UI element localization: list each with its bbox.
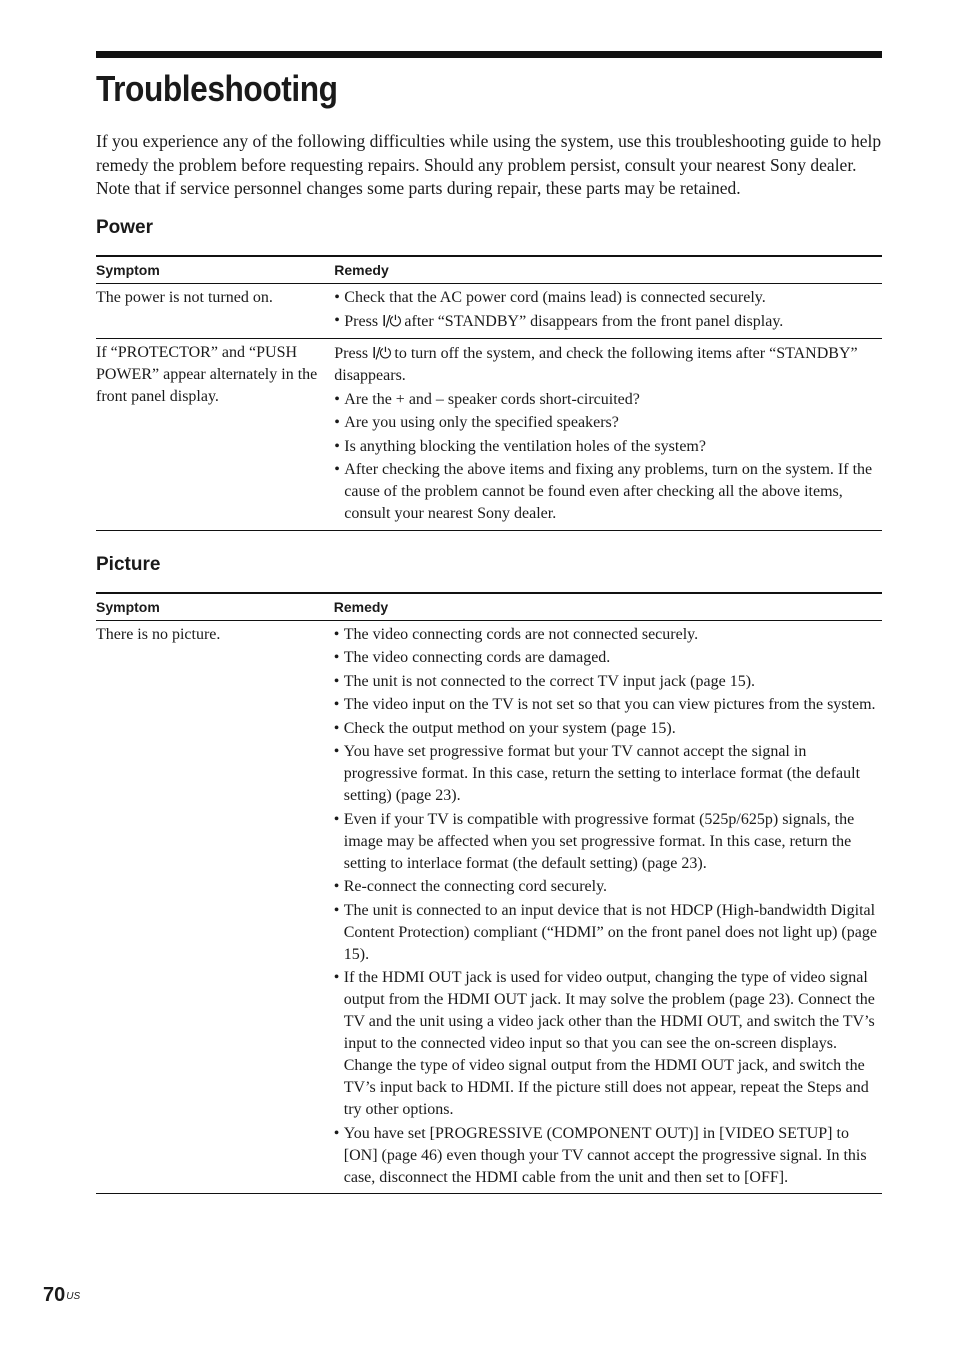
page-title: Troubleshooting: [96, 68, 338, 109]
picture-table: [96, 592, 882, 1195]
symptom-cell: There is no picture.: [96, 620, 334, 1194]
symptom-cell: If “PROTECTOR” and “PUSH POWER” appear alternately in the front panel display.: [96, 338, 334, 530]
page-number-region: US: [66, 1291, 81, 1302]
list-item: • Check that the AC power cord (mains lead) is connected securely.: [334, 287, 882, 309]
table-header-row: [96, 593, 882, 621]
list-item: • Are the + and – speaker cords short-circuited?: [334, 389, 882, 411]
power-table: [96, 255, 882, 531]
column-header-symptom: Symptom: [96, 593, 334, 621]
list-item-text: Press: [344, 313, 383, 330]
symptom-cell: The power is not turned on.: [96, 283, 334, 338]
remedy-list: [334, 389, 882, 526]
list-item: • Is anything blocking the ventilation holes of the system?: [334, 436, 882, 458]
list-item: • Re-connect the connecting cord securely.: [334, 876, 882, 898]
intro-paragraph-2: Note that if service personnel changes some parts during repair, these parts may be retained.: [96, 178, 741, 198]
page-number-value: 70: [43, 1284, 66, 1306]
remedy-cell: [334, 283, 882, 338]
list-item: • Check the output method on your system (page 15).: [334, 718, 882, 740]
remedy-cell: [334, 620, 882, 1194]
list-item: • Are you using only the specified speakers?: [334, 412, 882, 434]
column-header-symptom: Symptom: [96, 256, 334, 284]
table-header-row: [96, 256, 882, 284]
title-rule: [96, 51, 882, 58]
list-item: • You have set progressive format but your TV cannot accept the signal in progressive format. In this case, return the setting to interlace format (the default setting) (page 23).: [334, 741, 882, 807]
list-item: • You have set [PROGRESSIVE (COMPONENT OUT)] in [VIDEO SETUP] to [ON] (page 46) even though your TV cannot accept the progressive signal. In this case, disconnect the HDMI cable from the unit and then set to [OFF].: [334, 1123, 882, 1189]
list-item: • If the HDMI OUT jack is used for video output, changing the type of video signal output from the HDMI OUT jack. It may solve the problem (page 23). Connect the TV and the unit using a video jack other than the HDMI OUT, and switch the TV’s input to the connected video input so that you can see the on-screen displays. Change the type of video signal output from the HDMI OUT jack, and switch the TV’s input back to HDMI. If the picture still does not appear, repeat the Steps and try other options.: [334, 967, 882, 1121]
table-row: [96, 620, 882, 1194]
list-item: • Even if your TV is compatible with progressive format (525p/625p) signals, the image may be affected when you set progressive format. In this case, return the setting to interlace format (the default setting) (page 23).: [334, 809, 882, 875]
column-header-remedy: Remedy: [334, 256, 882, 284]
table-row: [96, 338, 882, 530]
manual-page: [96, 51, 882, 1194]
list-item: • The unit is connected to an input device that is not HDCP (High-bandwidth Digital Content Protection) compliant (“HDMI” on the front panel does not light up) (page 15).: [334, 900, 882, 966]
section-heading-power: Power: [96, 216, 154, 238]
list-item: • The video connecting cords are not connected securely.: [334, 624, 882, 646]
remedy-intro-text: to turn off the system, and check the following items after “STANDBY” disappears.: [334, 344, 858, 384]
intro-paragraph-1: If you experience any of the following difficulties while using the system, use this troubleshooting guide to help remedy the problem before requesting repairs. Should any problem persist, consult your nearest Sony dealer.: [96, 131, 882, 175]
intro-text: [96, 130, 882, 201]
list-item: • The video connecting cords are damaged.: [334, 647, 882, 669]
remedy-intro: [334, 342, 882, 387]
remedy-list: [334, 624, 882, 1189]
remedy-intro-text: Press: [334, 344, 373, 362]
column-header-remedy: Remedy: [334, 593, 882, 621]
list-item: [334, 310, 882, 333]
list-item: • The video input on the TV is not set so that you can view pictures from the system.: [334, 694, 882, 716]
section-heading-picture: Picture: [96, 553, 161, 575]
list-item: • The unit is not connected to the correct TV input jack (page 15).: [334, 671, 882, 693]
power-standby-icon: I/⏻: [382, 312, 401, 330]
list-item-text: after “STANDBY” disappears from the front panel display.: [400, 313, 784, 330]
table-row: [96, 283, 882, 338]
power-standby-icon: I/⏻: [372, 343, 391, 362]
remedy-list: [334, 287, 882, 334]
list-item: • After checking the above items and fixing any problems, turn on the system. If the cause of the problem cannot be found even after checking all the above items, consult your nearest Sony dealer.: [334, 459, 882, 525]
page-number: [43, 1283, 80, 1307]
remedy-cell: [334, 338, 882, 530]
